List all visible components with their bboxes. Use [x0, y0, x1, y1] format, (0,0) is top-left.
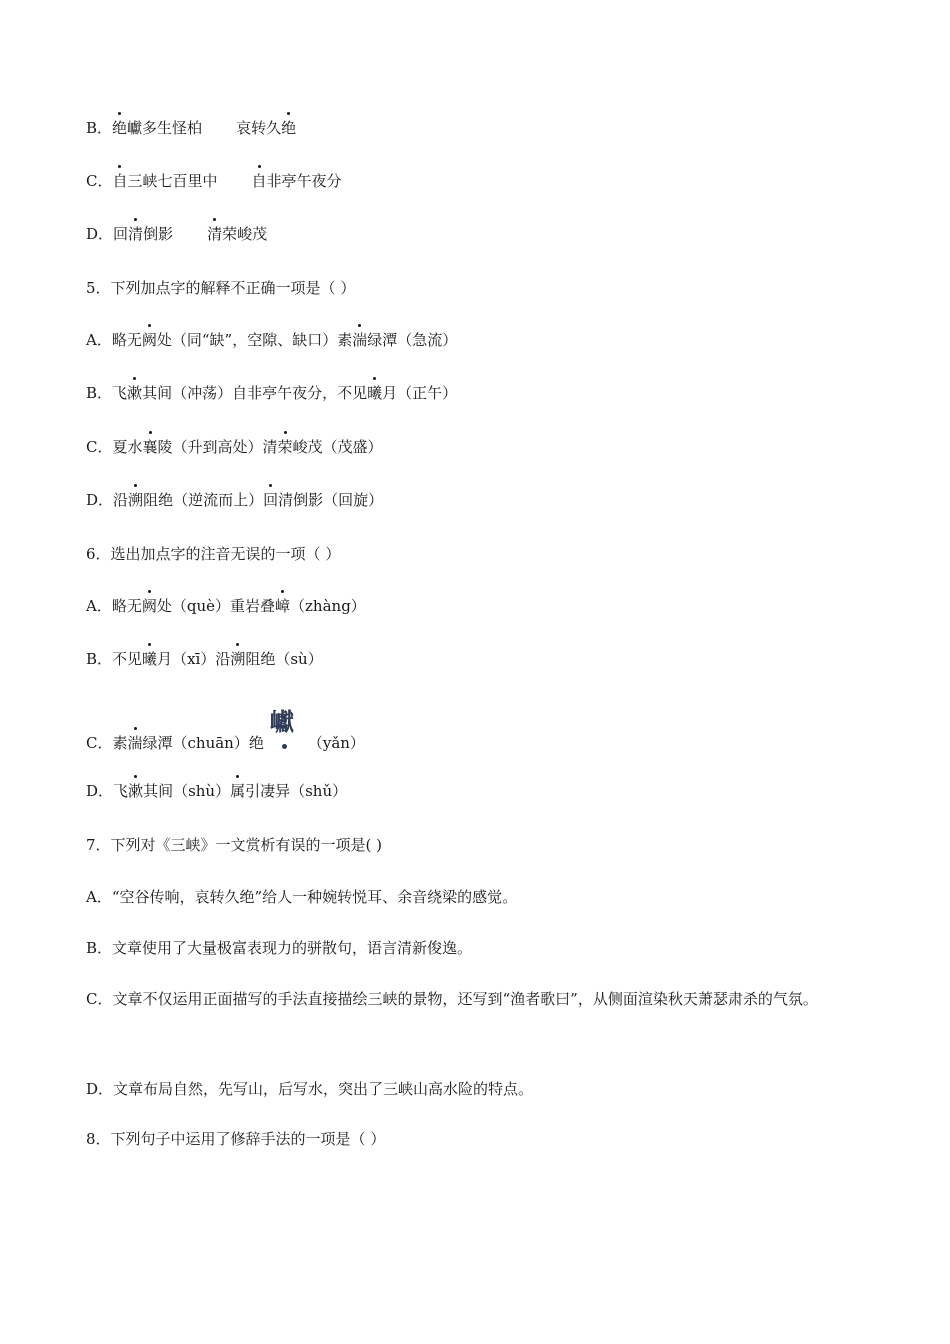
dotted-char: 嶂: [275, 597, 291, 615]
dotted-char: 湍: [352, 331, 368, 349]
q7-option-d: D．文章布局自然，先写山，后写水，突出了三峡山高水险的特点。: [86, 1080, 534, 1098]
dotted-char: 荣: [277, 438, 293, 456]
dotted-char: 阙: [141, 331, 157, 349]
dotted-char: 襄: [142, 438, 158, 456]
dotted-char: 属: [230, 782, 246, 800]
q4-option-d: D．回清倒影 清荣峻茂: [86, 225, 268, 243]
q7-stem: 7．下列对《三峡》一文赏析有误的一项是( ): [86, 836, 383, 854]
dotted-char: 清: [128, 225, 144, 243]
dotted-char: 绝: [112, 119, 128, 137]
q5-option-c: C．夏水襄陵（升到高处）清荣峻茂（茂盛）: [86, 438, 383, 456]
q6-stem: 6．选出加点字的注音无误的一项（ ）: [86, 545, 341, 563]
q8-stem: 8．下列句子中运用了修辞手法的一项是（ ）: [86, 1130, 386, 1148]
dotted-char: 曦: [142, 650, 158, 668]
q5-option-a: A．略无阙处（同“缺”，空隙、缺口）素湍绿潭（急流）: [86, 331, 458, 349]
dotted-char: 自: [112, 172, 128, 190]
embedded-char-image: 巘: [266, 714, 306, 754]
dotted-char: 自: [251, 172, 267, 190]
q5-option-b: B．飞漱其间（冲荡）自非亭午夜分，不见曦月（正午）: [86, 384, 458, 402]
dotted-char: 溯: [128, 491, 144, 509]
q4-option-c: C．自三峡七百里中 自非亭午夜分: [86, 172, 342, 190]
dotted-char: 漱: [128, 782, 144, 800]
q6-option-b: B．不见曦月（xī）沿溯阻绝（sù）: [86, 650, 323, 668]
dotted-char: 回: [263, 491, 279, 509]
dotted-char: 湍: [127, 734, 143, 752]
q7-option-c: C．文章不仅运用正面描写的手法直接描绘三峡的景物，还写到“渔者歌曰”，从侧面渲染秋天萧瑟肃杀的气氛。: [86, 990, 818, 1008]
dotted-char: 清: [207, 225, 223, 243]
dotted-char: 阙: [141, 597, 157, 615]
dotted-char: 漱: [127, 384, 143, 402]
dotted-char: 曦: [367, 384, 383, 402]
dotted-char: 绝: [281, 119, 297, 137]
q7-option-a: A．“空谷传响，哀转久绝”给人一种婉转悦耳、余音绕梁的感觉。: [86, 888, 518, 906]
q6-option-a: A．略无阙处（què）重岩叠嶂（zhàng）: [86, 597, 366, 615]
q7-option-b: B．文章使用了大量极富表现力的骈散句，语言清新俊逸。: [86, 939, 473, 957]
q5-stem: 5．下列加点字的解释不正确一项是（ ）: [86, 279, 356, 297]
q4-option-b: B．绝巘多生怪柏 哀转久绝: [86, 119, 297, 137]
q5-option-d: D．沿溯阻绝（逆流而上）回清倒影（回旋）: [86, 491, 384, 509]
q6-option-d: D．飞漱其间（shù）属引凄异（shǔ）: [86, 782, 348, 800]
dotted-char: 溯: [230, 650, 246, 668]
q6-option-c: C．素湍绿潭（chuān）绝 巘 （yǎn）: [86, 708, 365, 752]
